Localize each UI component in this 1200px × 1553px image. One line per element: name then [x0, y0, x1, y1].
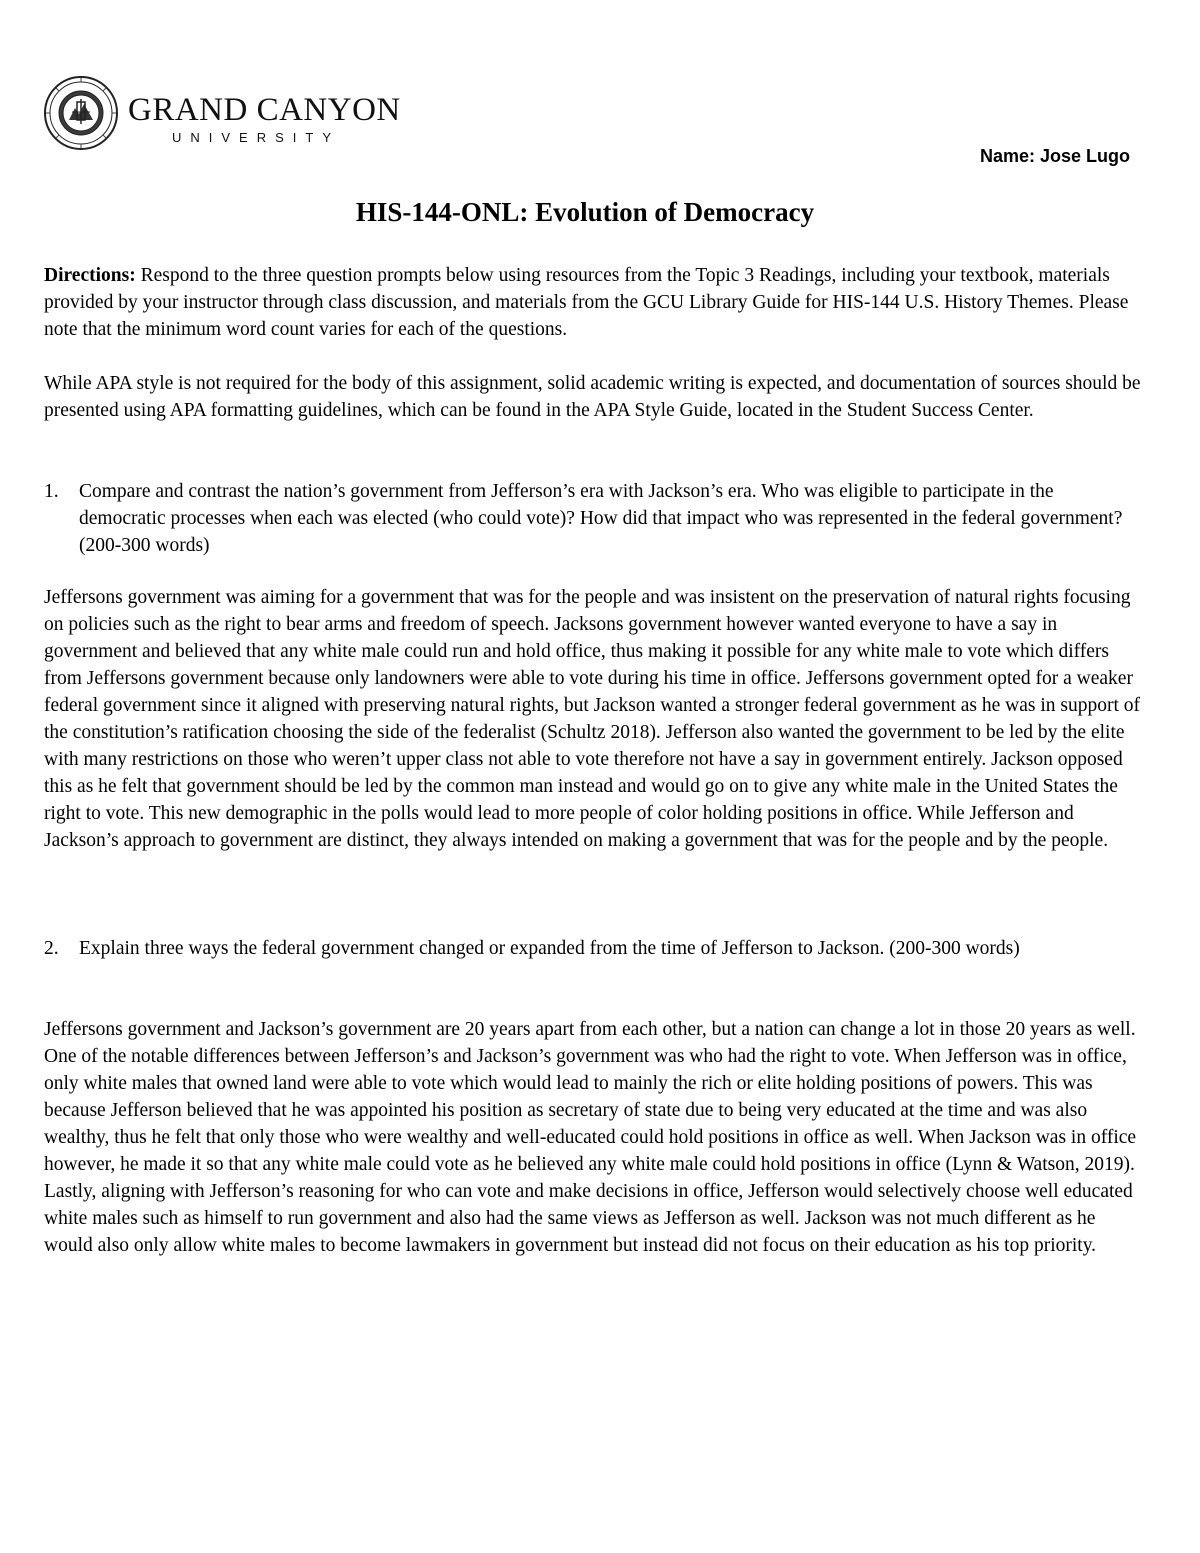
question-number: 2. — [44, 938, 59, 959]
document-title: HIS-144-ONL: Evolution of Democracy — [355, 197, 815, 227]
answer-2: Jeffersons government and Jackson’s government are 20 years apart from each other, but a nation can change a lot in those 20 years as well. One of the notable differences between Jefferson’s and Jackson’s government was who had the right to vote. When Jefferson was in office, only white males that owned land were able to vote which would lead to mainly the rich or elite holding positions of powers. This was because Jefferson believed that he was appointed his position as secretary of state due to being very educated at the time and was also wealthy, thus he felt that only those who were wealthy and well-educated could hold positions in office as well. When Jackson was in office however, he made it so that any white male could vote as he believed any white male could hold positions in office (Lynn & Watson, 2019). Lastly, aligning with Jefferson’s reasoning for who can vote and make decisions in office, Jefferson would selectively choose well educated white males such as himself to run government and also had the same views as Jefferson as well. Jackson was not much different as he would also only allow white males to become lawmakers in government but instead did not focus on their education as his top priority. — [44, 1019, 1137, 1256]
answer-1: Jeffersons government was aiming for a government that was for the people and was insistent on the preservation of natural rights focusing on policies such as the right to bear arms and freedom of speech. Jacksons government however wanted everyone to have a say in government and believed that any white male could run and hold office, thus making it possible for any white male to vote which differs from Jeffersons government because only landowners were able to vote during his time in office. Jeffersons government opted for a weaker federal government since it aligned with preserving natural rights, but Jackson wanted a stronger federal government as he was in support of the constitution’s ratification choosing the side of the federalist (Schultz 2018). Jefferson also wanted the government to be led by the elite with many restrictions on those who weren’t upper class not able to vote therefore not have a say in government entirely. Jackson opposed this as he felt that government should be led by the common man instead and would go on to give any white male in the United States the right to vote. This new demographic in the polls would lead to more people of color holding positions in office. While Jefferson and Jackson’s approach to government are distinct, they always intended on making a government that was for the people and by the people. — [44, 587, 1140, 851]
university-seal-icon — [42, 74, 122, 152]
logo-subtitle: UNIVERSITY — [172, 130, 341, 145]
document-body — [44, 262, 1142, 1259]
question-prompt: Explain three ways the federal government changed or expanded from the time of Jefferson to Jackson. (200-300 words) — [79, 938, 1020, 959]
student-name: Name: Jose Lugo — [979, 146, 1130, 166]
question-prompt: Compare and contrast the nation’s government from Jefferson’s era with Jackson’s era. Who was eligible to participate in the democratic processes when each was elected (who could vote)? How did that impact who was represented in the federal government? (200-300 words) — [79, 481, 1123, 556]
apa-note: While APA style is not required for the body of this assignment, solid academic writing is expected, and documentation of sources should be presented using APA formatting guidelines, which can be found in the APA Style Guide, located in the Student Success Center. — [44, 373, 1141, 421]
question-1 — [44, 478, 1142, 559]
directions-label: Directions: — [44, 265, 136, 286]
gcu-logo — [42, 74, 401, 152]
question-2 — [44, 935, 1142, 962]
logo-wordmark: GRAND CANYON — [128, 92, 401, 128]
question-number: 1. — [44, 481, 59, 502]
directions-text: Respond to the three question prompts below using resources from the Topic 3 Readings, including your textbook, materials provided by your instructor through class discussion, and materials from the GCU Library Guide for HIS-144 U.S. History Themes. Please note that the minimum word count varies for each of the questions. — [44, 265, 1129, 340]
directions-paragraph — [44, 262, 1142, 343]
